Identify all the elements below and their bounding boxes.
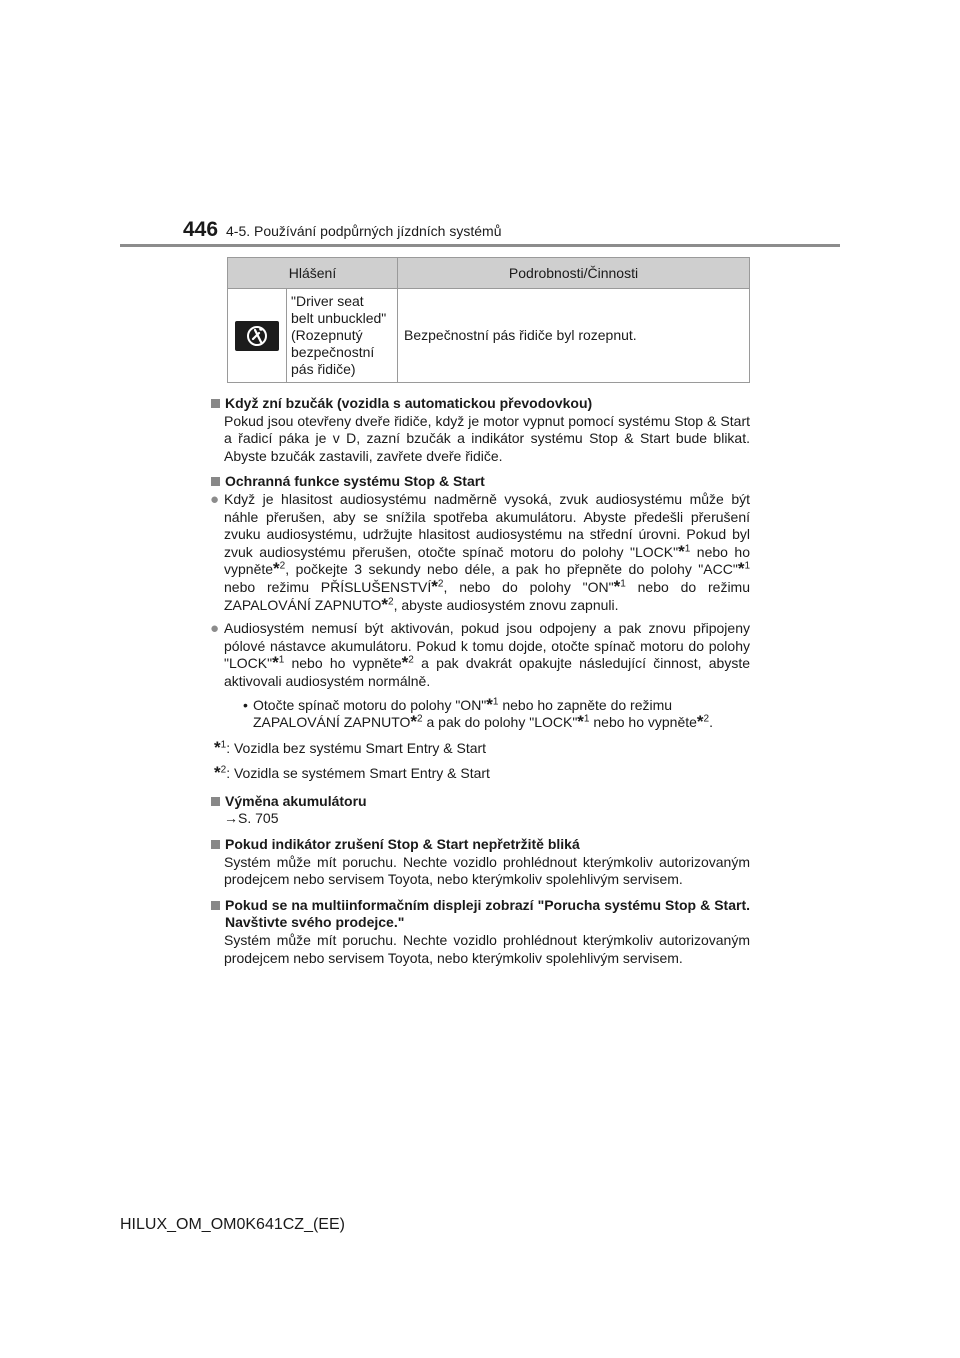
message-line: pás řidiče) bbox=[291, 361, 356, 377]
message-line: (Rozepnutý bbox=[291, 327, 363, 343]
message-table bbox=[227, 257, 750, 383]
message-line: belt unbuckled" bbox=[291, 310, 387, 326]
footnote-2: *$^2$: Vozidla se systémem Smart Entry & Start bbox=[214, 763, 490, 783]
square-bullet-icon bbox=[211, 840, 220, 849]
section-heading: Pokud indikátor zrušení Stop & Start nepřetržitě bliká bbox=[210, 836, 750, 854]
message-cell bbox=[287, 289, 398, 383]
dash-bullet-icon: • bbox=[243, 696, 248, 713]
page-number: 446 bbox=[183, 218, 219, 241]
col-header-details: Podrobnosti/Činnosti bbox=[398, 258, 750, 289]
message-line: "Driver seat bbox=[291, 293, 364, 309]
header-rule bbox=[120, 244, 840, 247]
list-item: ● Audiosystém nemusí být aktivován, pokud jsou odpojeny a pak znovu připojeny pólové nástavce akumulátoru. Pokud k tomu dojde, otočte spínač motoru do polohy "LOCK"*$^1$ nebo ho vypněte*$^2$ a pak dvakrát opakujte následující činnost, abyste aktivovali audiosystém normálně. bbox=[210, 620, 750, 689]
details-cell: Bezpečnostní pás řidiče byl rozepnut. bbox=[398, 289, 750, 383]
bullet-icon: ● bbox=[210, 620, 220, 638]
icon-cell bbox=[228, 289, 287, 383]
section-heading: Ochranná funkce systému Stop & Start bbox=[210, 473, 750, 491]
table-header-row bbox=[228, 258, 750, 289]
section-heading: Výměna akumulátoru bbox=[210, 793, 750, 811]
table-row bbox=[228, 289, 750, 383]
section-heading: Pokud se na multiinformačním displeji zobrazí "Porucha systému Stop & Start. Navštivte svého prodejce." bbox=[210, 897, 750, 932]
main-content bbox=[210, 395, 750, 967]
seatbelt-warning-icon bbox=[235, 321, 279, 351]
section-heading: Když zní bzučák (vozidla s automatickou převodovkou) bbox=[210, 395, 750, 413]
square-bullet-icon bbox=[211, 399, 220, 408]
paragraph: Pokud jsou otevřeny dveře řidiče, když je motor vypnut pomocí systému Stop & Start a řadicí páka je v D, zazní bzučák a indikátor systému Stop & Start bude blikat. Abyste bzučák zastavili, zavřete dveře řidiče. bbox=[224, 412, 750, 464]
square-bullet-icon bbox=[211, 901, 220, 910]
paragraph: Systém může mít poruchu. Nechte vozidlo prohlédnout kterýmkoliv autorizovaným prodejcem nebo servisem Toyota, nebo kterýmkoliv spolehlivým servisem. bbox=[224, 853, 750, 888]
section-title: 4-5. Používání podpůrných jízdních systémů bbox=[226, 223, 502, 239]
col-header-message: Hlášení bbox=[228, 258, 398, 289]
list-item: ● Když je hlasitost audiosystému nadměrně vysoká, zvuk audiosystému může být náhle přerušen, aby se snížila spotřeba akumulátoru. Abyste předešli přerušení zvuku audiosystému, udržujte hlasitost audiosystému na střední úrovni. Pokud byl zvuk audiosystému přerušen, otočte spínač motoru do polohy "LOCK"*$^1$ nebo ho vypněte*$^2$, počkejte 3 sekundy nebo déle, a pak ho přepněte do polohy "ACC"*$^1$ nebo režimu PŘÍSLUŠENSTVÍ*$^2$, nebo do polohy "ON"*$^1$ nebo do režimu ZAPALOVÁNÍ ZAPNUTO*$^2$, abyste audiosystém znovu zapnuli. bbox=[210, 490, 751, 614]
bullet-icon: ● bbox=[210, 490, 220, 508]
message-line: bezpečnostní bbox=[291, 344, 375, 360]
page-reference: →S. 705 bbox=[224, 810, 279, 827]
sub-list-item: • Otočte spínač motoru do polohy "ON"*$^1$ nebo ho zapněte do režimu ZAPALOVÁNÍ ZAPNUTO*$^2$ a pak do polohy "LOCK"*$^1$ nebo ho vypněte*$^2$. bbox=[238, 697, 750, 732]
square-bullet-icon bbox=[211, 797, 220, 806]
square-bullet-icon bbox=[211, 477, 220, 486]
document-code: HILUX_OM_OM0K641CZ_(EE) bbox=[120, 1216, 345, 1233]
footnote-1: *$^1$: Vozidla bez systému Smart Entry & Start bbox=[214, 737, 487, 757]
paragraph: Systém může mít poruchu. Nechte vozidlo prohlédnout kterýmkoliv autorizovaným prodejcem nebo servisem Toyota, nebo kterýmkoliv spolehlivým servisem. bbox=[224, 932, 750, 966]
